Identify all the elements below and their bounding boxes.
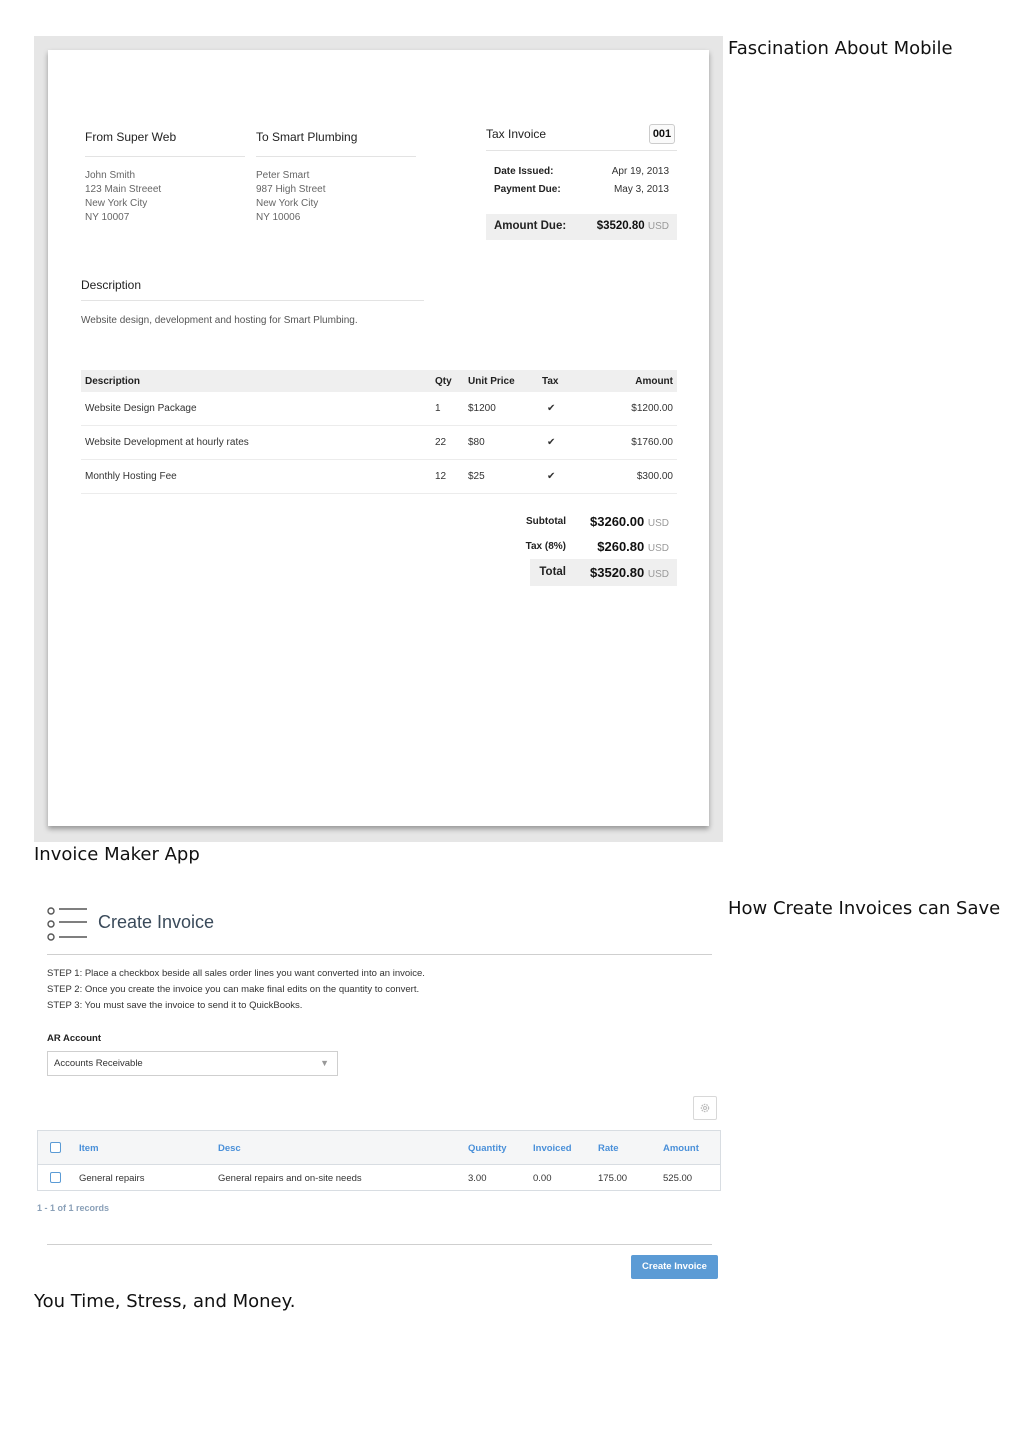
date-issued-label: Date Issued: — [494, 166, 554, 177]
item-amount: $300.00 — [586, 460, 677, 494]
col-desc[interactable]: Desc — [218, 1143, 241, 1154]
total-label: Total — [539, 566, 566, 578]
instructions: STEP 1: Place a checkbox beside all sales order lines you want converted into an invoice. STEP 2: Once you create the invoice you can make final edits on the quantity to convert. STEP 3: You must save the invoice to send it to QuickBooks. — [47, 968, 425, 1011]
item-qty: 1 — [431, 392, 464, 426]
item-amount: $1200.00 — [586, 392, 677, 426]
create-invoice-button[interactable]: Create Invoice — [631, 1255, 718, 1279]
subtotal-value: $3260.00 USD — [590, 514, 669, 529]
col-tax: Tax — [538, 370, 586, 392]
create-invoice-app — [34, 890, 724, 1290]
item-qty: 22 — [431, 426, 464, 460]
ar-account-select[interactable] — [47, 1051, 338, 1076]
divider — [47, 954, 712, 955]
item-unit-price: $1200 — [464, 392, 538, 426]
amount-due-value: $3520.80 USD — [596, 220, 669, 232]
payment-due-label: Payment Due: — [494, 184, 561, 195]
amount-due-label: Amount Due: — [494, 220, 567, 232]
cell-item: General repairs — [79, 1173, 145, 1184]
col-item[interactable]: Item — [79, 1143, 99, 1154]
col-description: Description — [81, 370, 431, 392]
list-icon — [46, 906, 88, 942]
tax-check-icon: ✔ — [538, 392, 586, 426]
caption-right-middle: How Create Invoices can Save — [728, 898, 1001, 919]
cell-desc: General repairs and on-site needs — [218, 1173, 362, 1184]
item-amount: $1760.00 — [586, 426, 677, 460]
divider — [81, 300, 424, 301]
cell-rate: 175.00 — [598, 1173, 628, 1184]
total-value: $3520.80 USD — [590, 565, 669, 580]
col-rate[interactable]: Rate — [598, 1143, 619, 1154]
date-issued-value: Apr 19, 2013 — [611, 166, 669, 177]
caption-top-right: Fascination About Mobile — [728, 38, 953, 59]
total-row — [530, 559, 677, 586]
invoice-paper — [48, 50, 709, 826]
table-header-row — [81, 370, 677, 392]
cell-quantity[interactable]: 3.00 — [468, 1173, 487, 1184]
gear-icon — [699, 1102, 711, 1114]
tax-label: Tax (8%) — [525, 541, 566, 552]
grid-settings-button[interactable] — [693, 1096, 717, 1120]
col-invoiced[interactable]: Invoiced — [533, 1143, 572, 1154]
line-items-table — [81, 370, 677, 494]
table-row — [81, 460, 677, 494]
divider — [256, 156, 416, 157]
to-title: To Smart Plumbing — [256, 130, 358, 144]
invoice-image-frame — [34, 36, 723, 842]
col-amount[interactable]: Amount — [663, 1143, 699, 1154]
description-text: Website design, development and hosting for Smart Plumbing. — [81, 315, 358, 326]
page-title: Create Invoice — [98, 912, 215, 932]
item-unit-price: $25 — [464, 460, 538, 494]
item-description: Website Development at hourly rates — [81, 426, 431, 460]
ar-account-label: AR Account — [47, 1033, 102, 1044]
description-title: Description — [81, 278, 142, 292]
col-amount: Amount — [586, 370, 677, 392]
sales-order-grid — [37, 1130, 721, 1191]
subtotal-label: Subtotal — [526, 516, 566, 527]
from-address: John Smith 123 Main Streeet New York City NY 10007 — [85, 170, 162, 223]
divider — [486, 150, 677, 151]
caption-bottom: You Time, Stress, and Money. — [34, 1291, 296, 1312]
item-description: Website Design Package — [81, 392, 431, 426]
to-address: Peter Smart 987 High Street New York City NY 10006 — [256, 170, 326, 223]
table-row — [81, 392, 677, 426]
table-row[interactable] — [38, 1164, 720, 1190]
tax-check-icon: ✔ — [538, 426, 586, 460]
select-all-checkbox[interactable] — [50, 1142, 61, 1153]
item-unit-price: $80 — [464, 426, 538, 460]
table-row — [81, 426, 677, 460]
cell-amount: 525.00 — [663, 1173, 693, 1184]
invoice-number: 001 — [649, 124, 675, 144]
col-quantity[interactable]: Quantity — [468, 1143, 507, 1154]
divider — [85, 156, 245, 157]
amount-due-box — [486, 214, 677, 240]
records-count: 1 - 1 of 1 records — [37, 1203, 110, 1213]
payment-due-value: May 3, 2013 — [613, 184, 669, 195]
caption-below-invoice: Invoice Maker App — [34, 844, 200, 865]
grid-header-row — [38, 1131, 720, 1165]
col-qty: Qty — [431, 370, 464, 392]
triangle-down-icon: ▼ — [320, 1058, 329, 1068]
tax-value: $260.80 USD — [597, 539, 669, 554]
tax-check-icon: ✔ — [538, 460, 586, 494]
col-unit-price: Unit Price — [464, 370, 538, 392]
tax-invoice-label: Tax Invoice — [486, 127, 547, 141]
divider — [47, 1244, 712, 1245]
row-checkbox[interactable] — [50, 1172, 61, 1183]
item-description: Monthly Hosting Fee — [81, 460, 431, 494]
item-qty: 12 — [431, 460, 464, 494]
ar-account-value: Accounts Receivable — [54, 1058, 143, 1069]
cell-invoiced: 0.00 — [533, 1173, 552, 1184]
from-title: From Super Web — [85, 130, 177, 144]
